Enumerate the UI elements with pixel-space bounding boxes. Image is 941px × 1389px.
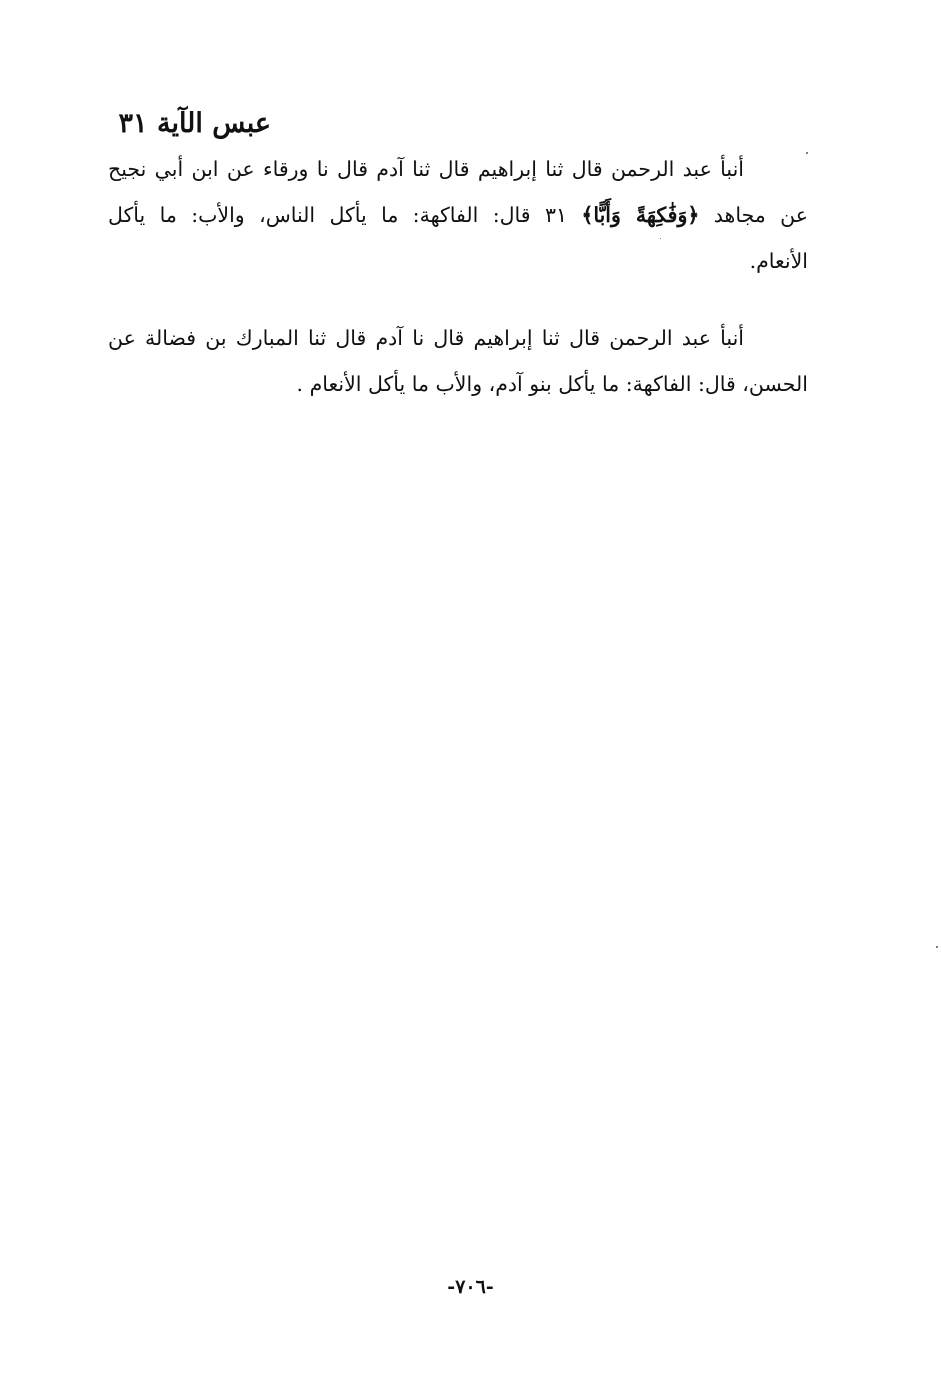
paragraph-1-line-3: الأنعام. xyxy=(749,249,808,273)
paragraph-2-line-2: الحسن، قال: الفاكهة: ما يأكل بنو آدم، والأب ما يأكل الأنعام . xyxy=(296,372,808,396)
paragraph-1-line-2-start: عن مجاهد xyxy=(699,203,808,227)
paragraph-1-line-2-end: ٣١ قال: الفاكهة: ما يأكل الناس، والأب: ما يأكل xyxy=(108,203,582,227)
paragraph-1-line-1: أنبأ عبد الرحمن قال ثنا إبراهيم قال ثنا آدم قال نا ورقاء عن ابن أبي نجيح xyxy=(108,157,744,181)
paragraph-2-line-1: أنبأ عبد الرحمن قال ثنا إبراهيم قال نا آدم قال ثنا المبارك بن فضالة عن xyxy=(108,326,744,350)
paragraph-2 xyxy=(108,315,808,407)
page-number: -٧٠٦- xyxy=(447,1276,494,1298)
paragraph-1 xyxy=(108,146,808,284)
paragraph-1-line-2 xyxy=(108,192,808,238)
scan-speck xyxy=(936,946,938,948)
quran-verse: ﴿وَفَٰكِهَةً وَأَبًّا﴾ xyxy=(581,203,700,227)
scan-speck xyxy=(660,238,661,239)
scan-speck xyxy=(806,152,808,154)
section-heading: عبس الآية ٣١ xyxy=(118,108,271,139)
